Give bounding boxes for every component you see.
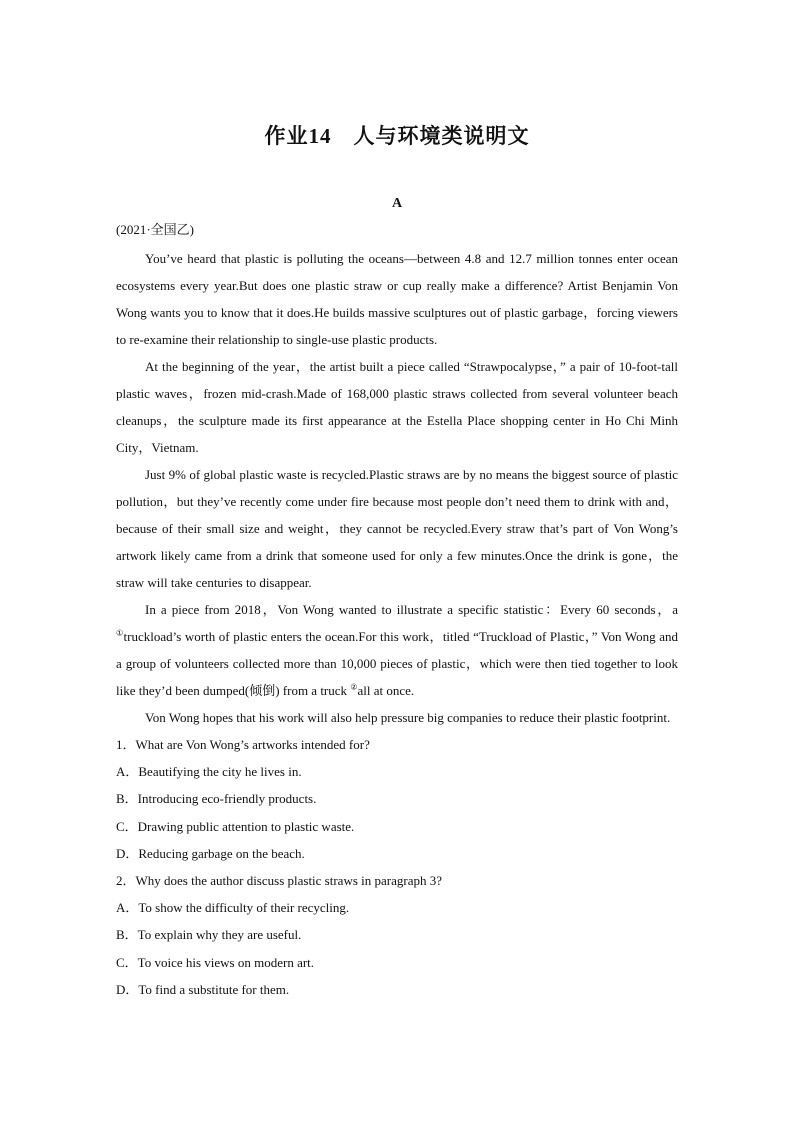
option-b: B．Introducing eco-friendly products. — [116, 791, 317, 807]
paragraph-1: You’ve heard that plastic is polluting the oceans—between 4.8 and 12.7 million tonnes enter ocean ecosystems every year.But does one plastic straw or cup really make a difference? Artist Benjamin Von Wong wants you to know that it does.He builds massive sculptures out of plastic garbage，forcing viewers to re-examine their relationship to single-use plastic products. — [116, 251, 678, 347]
question-2 — [116, 867, 678, 1003]
option-a: A．Beautifying the city he lives in. — [116, 764, 302, 780]
question-1 — [116, 731, 678, 867]
paragraph-2: At the beginning of the year，the artist built a piece called “Strawpocalypse，” a pair of 10-foot-tall plastic waves，frozen mid-crash.Made of 168,000 plastic straws collected from several volunteer beach cleanups，the sculpture made its first appearance at the Estella Place shopping center in Ho Chi Minh City，Vietnam. — [116, 359, 678, 455]
footnote-marker-1: ① — [116, 628, 124, 638]
paragraph-4-part-c: all at once. — [357, 683, 415, 698]
page-title: 作业14 人与环境类说明文 — [264, 124, 530, 148]
source-note: (2021·全国乙) — [116, 222, 194, 237]
option-b: B．To explain why they are useful. — [116, 927, 302, 943]
paragraph-4-part-a: In a piece from 2018，Von Wong wanted to illustrate a specific statistic：Every 60 seconds，a — [145, 602, 678, 617]
option-d: D．To find a substitute for them. — [116, 981, 290, 997]
paragraph-3: Just 9% of global plastic waste is recycled.Plastic straws are by no means the biggest source of plastic pollution，but they’ve recently come under fire because most people don’t need them to drink with and，because of their small size and weight，they cannot be recycled.Every straw that’s part of Von Wong’s artwork likely came from a drink that someone used for only a few minutes.Once the drink is gone，the straw will take centuries to disappear. — [116, 467, 678, 590]
option-c: C．To voice his views on modern art. — [116, 954, 315, 970]
option-c: C．Drawing public attention to plastic waste. — [116, 818, 355, 834]
footnote-marker-2: ② — [350, 682, 358, 692]
section-heading: A — [391, 196, 403, 211]
option-d: D．Reducing garbage on the beach. — [116, 845, 305, 861]
question-stem: 1．What are Von Wong’s artworks intended for? — [116, 737, 370, 752]
paragraph-5: Von Wong hopes that his work will also help pressure big companies to reduce their plastic footprint. — [145, 710, 671, 725]
paragraph-4 — [116, 596, 678, 704]
question-stem: 2．Why does the author discuss plastic straws in paragraph 3? — [116, 873, 443, 889]
passage-body — [116, 245, 678, 1003]
option-a: A．To show the difficulty of their recycling. — [116, 900, 350, 916]
paragraph-4-part-b: truckload’s worth of plastic enters the ocean.For this work，titled “Truckload of Plastic，” Von Wong and a group of volunteers collected more than 10,000 pieces of plastic，which were then tied together to look like they’d been dumped(倾倒) from a truck — [116, 629, 678, 698]
